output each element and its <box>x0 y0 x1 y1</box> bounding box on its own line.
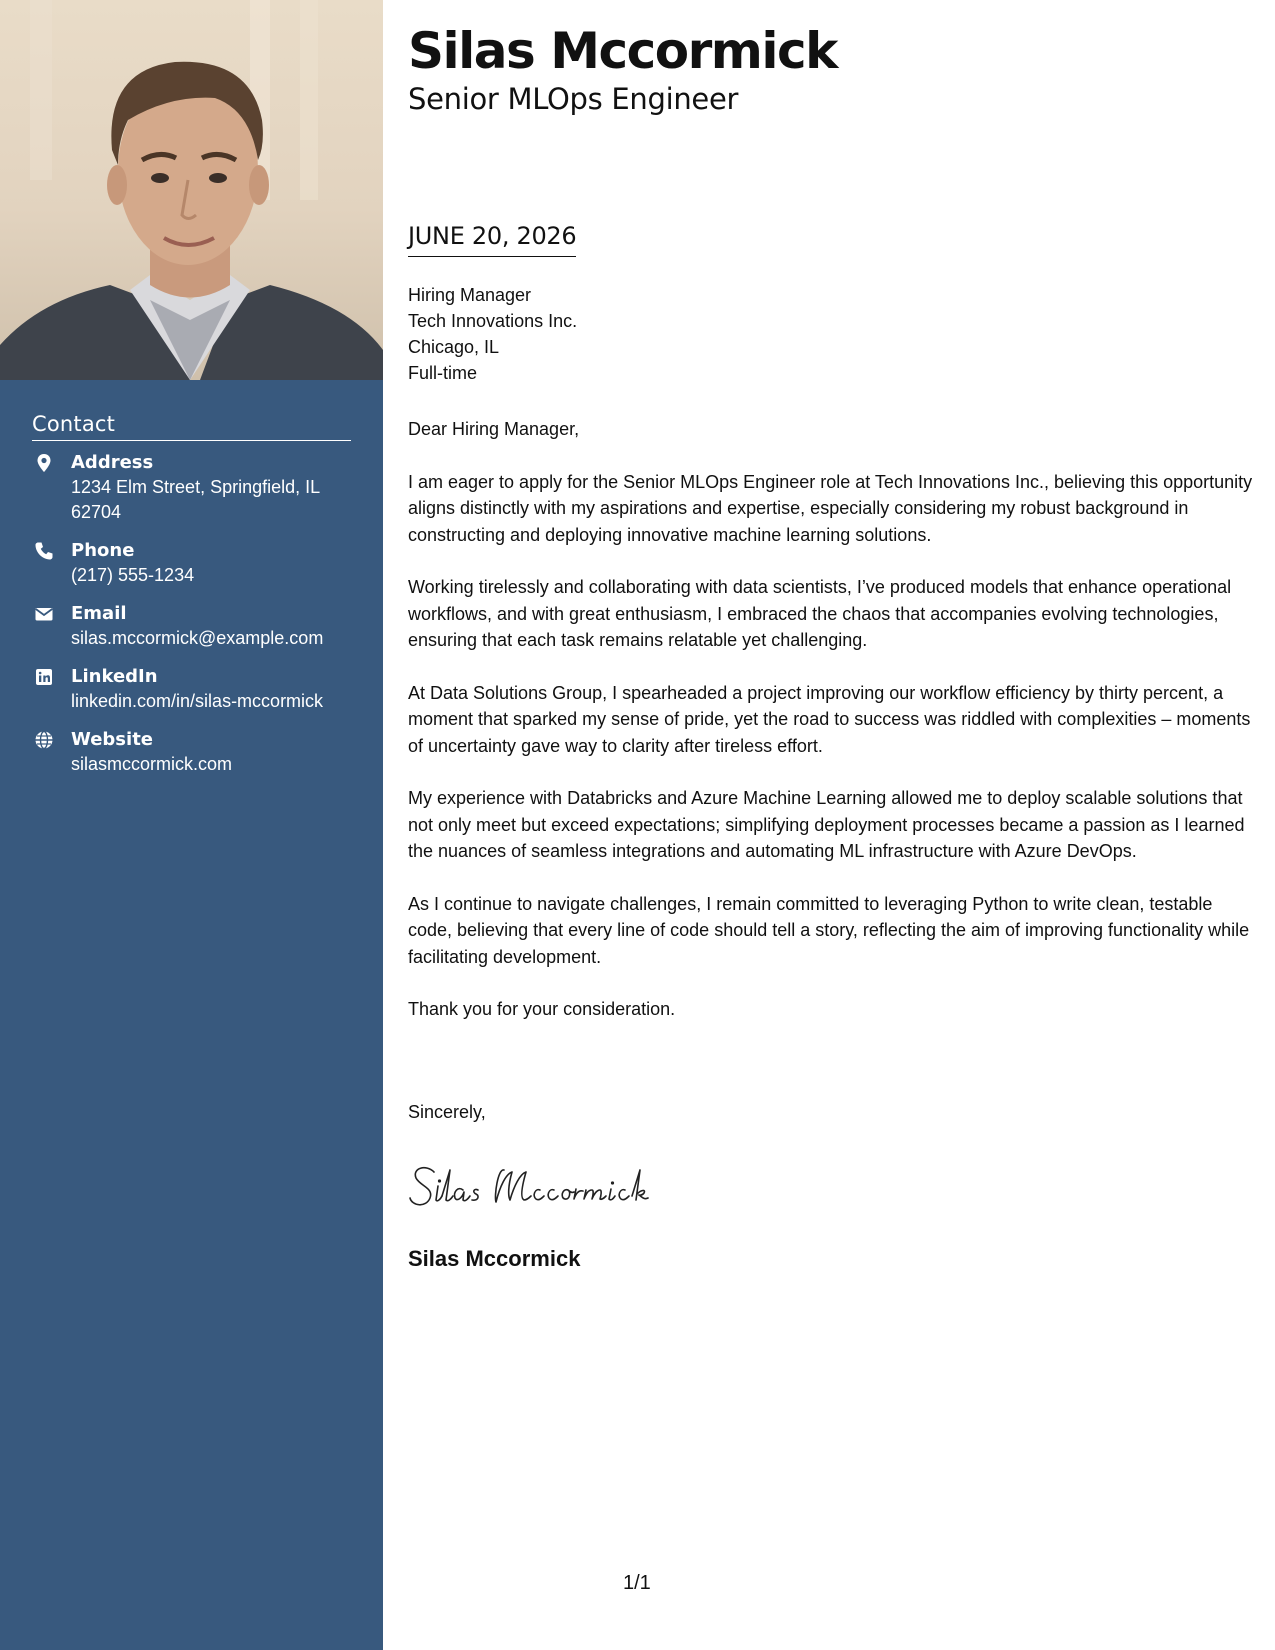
contact-section <box>32 412 351 791</box>
applicant-name: Silas Mccormick <box>408 22 837 80</box>
map-pin-icon <box>34 453 54 473</box>
closing: Sincerely, <box>408 1102 486 1122</box>
contact-label: Email <box>71 603 127 624</box>
contact-label: LinkedIn <box>71 666 158 687</box>
contact-label: Phone <box>71 540 135 561</box>
signature <box>408 1156 678 1216</box>
contact-address <box>32 451 351 525</box>
applicant-title: Senior MLOps Engineer <box>408 82 739 116</box>
recipient-line: Chicago, IL <box>408 337 500 357</box>
contact-value[interactable]: linkedin.com/in/silas-mccormick <box>71 691 324 711</box>
salutation: Dear Hiring Manager, <box>408 419 580 439</box>
body-paragraph: At Data Solutions Group, I spearheaded a project improving our workflow efficiency by thirty percent, a moment that sparked my sense of pride, yet the road to success was riddled with complexities – moments of uncertainty gave way to clarity after tireless effort. <box>408 682 1251 756</box>
recipient-line: Full-time <box>408 363 478 383</box>
linkedin-icon <box>34 667 54 687</box>
body-paragraph: As I continue to navigate challenges, I remain committed to leveraging Python to write clean, testable code, believing that every line of code should tell a story, reflecting the aim of improving functionality while facilitating development. <box>408 893 1250 967</box>
contact-label: Website <box>71 729 154 750</box>
contact-heading: Contact <box>32 412 351 441</box>
letter-body <box>408 416 1256 1049</box>
envelope-icon <box>34 604 54 624</box>
body-paragraph: I am eager to apply for the Senior MLOps Engineer role at Tech Innovations Inc., believing this opportunity aligns distinctly with my aspirations and expertise, especially considering my robust background in constructing and deploying innovative machine learning solutions. <box>408 471 1253 545</box>
globe-icon <box>34 730 54 750</box>
letter-date: JUNE 20, 2026 <box>408 222 576 257</box>
contact-website <box>32 728 351 777</box>
profile-photo <box>0 0 383 380</box>
signer-name: Silas Mccormick <box>408 1246 581 1271</box>
page-number: 1/1 <box>623 1572 651 1594</box>
contact-label: Address <box>71 452 154 473</box>
contact-phone <box>32 539 351 588</box>
sidebar <box>0 0 383 1650</box>
thanks-line: Thank you for your consideration. <box>408 999 676 1019</box>
contact-value[interactable]: silasmccormick.com <box>71 754 233 774</box>
body-paragraph: My experience with Databricks and Azure Machine Learning allowed me to deploy scalable solutions that not only meet but exceed expectations; simplifying deployment processes became a passion as I learned the nuances of seamless integrations and automating ML infrastructure with Azure DevOps. <box>408 788 1245 861</box>
contact-value: (217) 555-1234 <box>71 565 195 585</box>
recipient-line: Hiring Manager <box>408 285 532 305</box>
body-paragraph: Working tirelessly and collaborating with data scientists, I’ve produced models that enhance operational workflows, and with great enthusiasm, I embraced the chaos that accompanies evolving technologies, ensuring that each task remains relatable yet challenging. <box>408 577 1232 650</box>
recipient-block <box>408 282 577 386</box>
contact-value[interactable]: silas.mccormick@example.com <box>71 628 324 648</box>
phone-icon <box>34 541 54 561</box>
contact-value: 1234 Elm Street, Springfield, IL 62704 <box>71 477 320 522</box>
contact-linkedin <box>32 665 351 714</box>
contact-email <box>32 602 351 651</box>
recipient-line: Tech Innovations Inc. <box>408 311 578 331</box>
